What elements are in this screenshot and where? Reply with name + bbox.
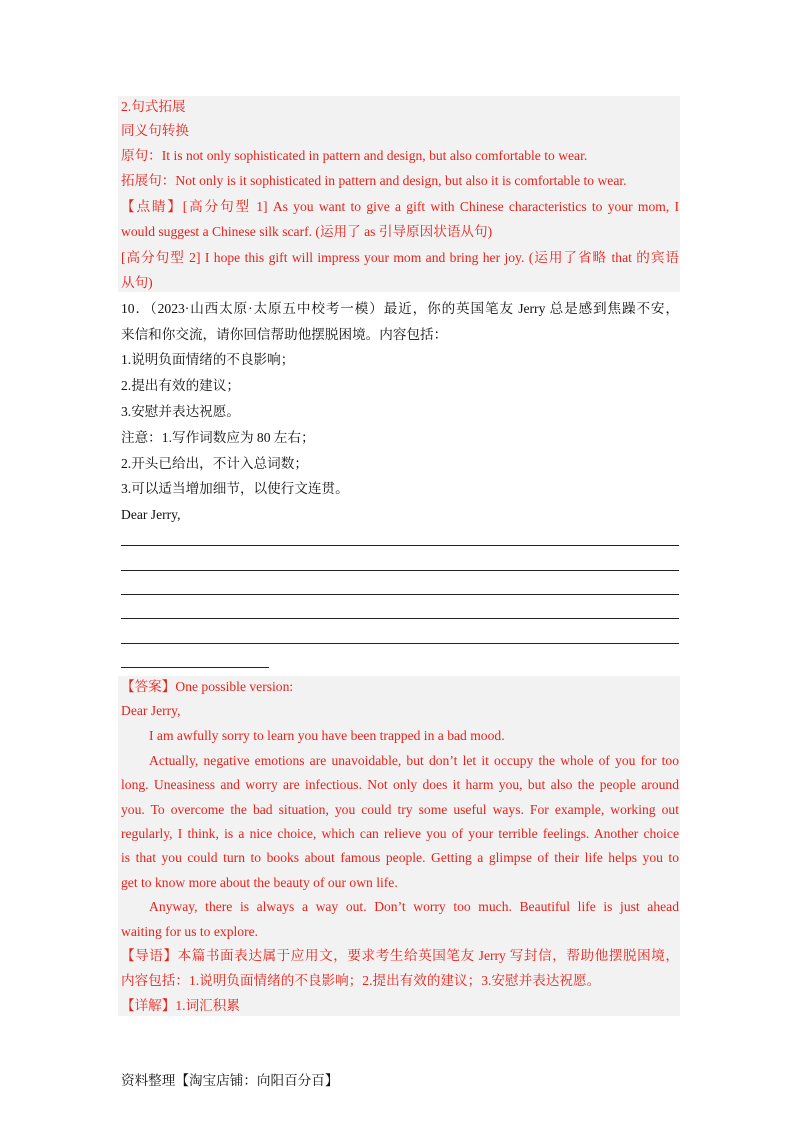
answer-paragraph: regularly, I think, is a nice choice, which can relieve you of your terrible feelings. Another choice	[121, 826, 679, 841]
writing-line	[121, 545, 679, 546]
answer-salutation: Dear Jerry,	[121, 703, 181, 718]
detail-heading: 【详解】1.词汇积累	[121, 998, 240, 1013]
note-item: 3.可以适当增加细节，以使行文连贯。	[121, 481, 349, 496]
requirement-item: 2.提出有效的建议；	[121, 378, 240, 393]
answer-paragraph: Anyway, there is always a way out. Don’t worry too much. Beautiful life is just ahead	[149, 899, 679, 914]
writing-line	[121, 618, 679, 619]
writing-line	[121, 643, 679, 644]
guide-text: 【导语】本篇书面表达属于应用文，要求考生给英国笔友 Jerry 写封信，帮助他摆脱困境，	[121, 948, 679, 963]
note-item: 注意：1.写作词数应为 80 左右；	[121, 430, 315, 445]
original-sentence: 原句：It is not only sophisticated in pattern and design, but also comfortable to wear.	[121, 148, 588, 163]
section-subheading: 同义句转换	[121, 123, 189, 138]
page-footer: 资料整理【淘宝店铺：向阳百分百】	[121, 1073, 339, 1088]
tip-line: would suggest a Chinese silk scarf. (运用了 as 引导原因状语从句)	[121, 224, 493, 239]
answer-label: 【答案】One possible version:	[121, 679, 294, 694]
question-stem: 来信和你交流，请你回信帮助他摆脱困境。内容包括：	[121, 327, 448, 342]
note-item: 2.开头已给出，不计入总词数；	[121, 456, 308, 471]
answer-paragraph: long. Uneasiness and worry are infectious. Not only does it harm you, but also the people around	[121, 777, 679, 792]
section-heading: 2.句式拓展	[121, 99, 186, 114]
question-stem: 10．（2023·山西太原·太原五中校考一模）最近，你的英国笔友 Jerry 总是感到焦躁不安，	[121, 301, 679, 316]
tip-line: [高分句型 2] I hope this gift will impress your mom and bring her joy. (运用了省略 that 的宾语	[121, 250, 679, 265]
writing-line	[121, 594, 679, 595]
writing-line	[121, 667, 269, 668]
answer-paragraph: waiting for us to explore.	[121, 924, 259, 939]
answer-paragraph: you. To overcome the bad situation, you could try some useful ways. For example, working out	[121, 802, 679, 817]
writing-line	[121, 570, 679, 571]
requirement-item: 1.说明负面情绪的不良影响；	[121, 352, 295, 367]
guide-text: 内容包括：1.说明负面情绪的不良影响；2.提出有效的建议；3.安慰并表达祝愿。	[121, 973, 601, 988]
tip-line: 【点睛】[高分句型 1] As you want to give a gift with Chinese characteristics to your mom, I	[121, 199, 679, 214]
tip-line: 从句)	[121, 275, 153, 290]
letter-salutation: Dear Jerry,	[121, 507, 181, 522]
answer-paragraph: is that you could turn to books about famous people. Getting a glimpse of their life helps you to	[121, 850, 679, 865]
answer-paragraph: Actually, negative emotions are unavoidable, but don’t let it occupy the whole of you for too	[149, 753, 679, 768]
answer-paragraph: get to know more about the beauty of our own life.	[121, 875, 398, 890]
expanded-sentence: 拓展句：Not only is it sophisticated in pattern and design, but also it is comfortable to wear.	[121, 173, 627, 188]
requirement-item: 3.安慰并表达祝愿。	[121, 404, 240, 419]
answer-paragraph: I am awfully sorry to learn you have been trapped in a bad mood.	[149, 728, 505, 743]
